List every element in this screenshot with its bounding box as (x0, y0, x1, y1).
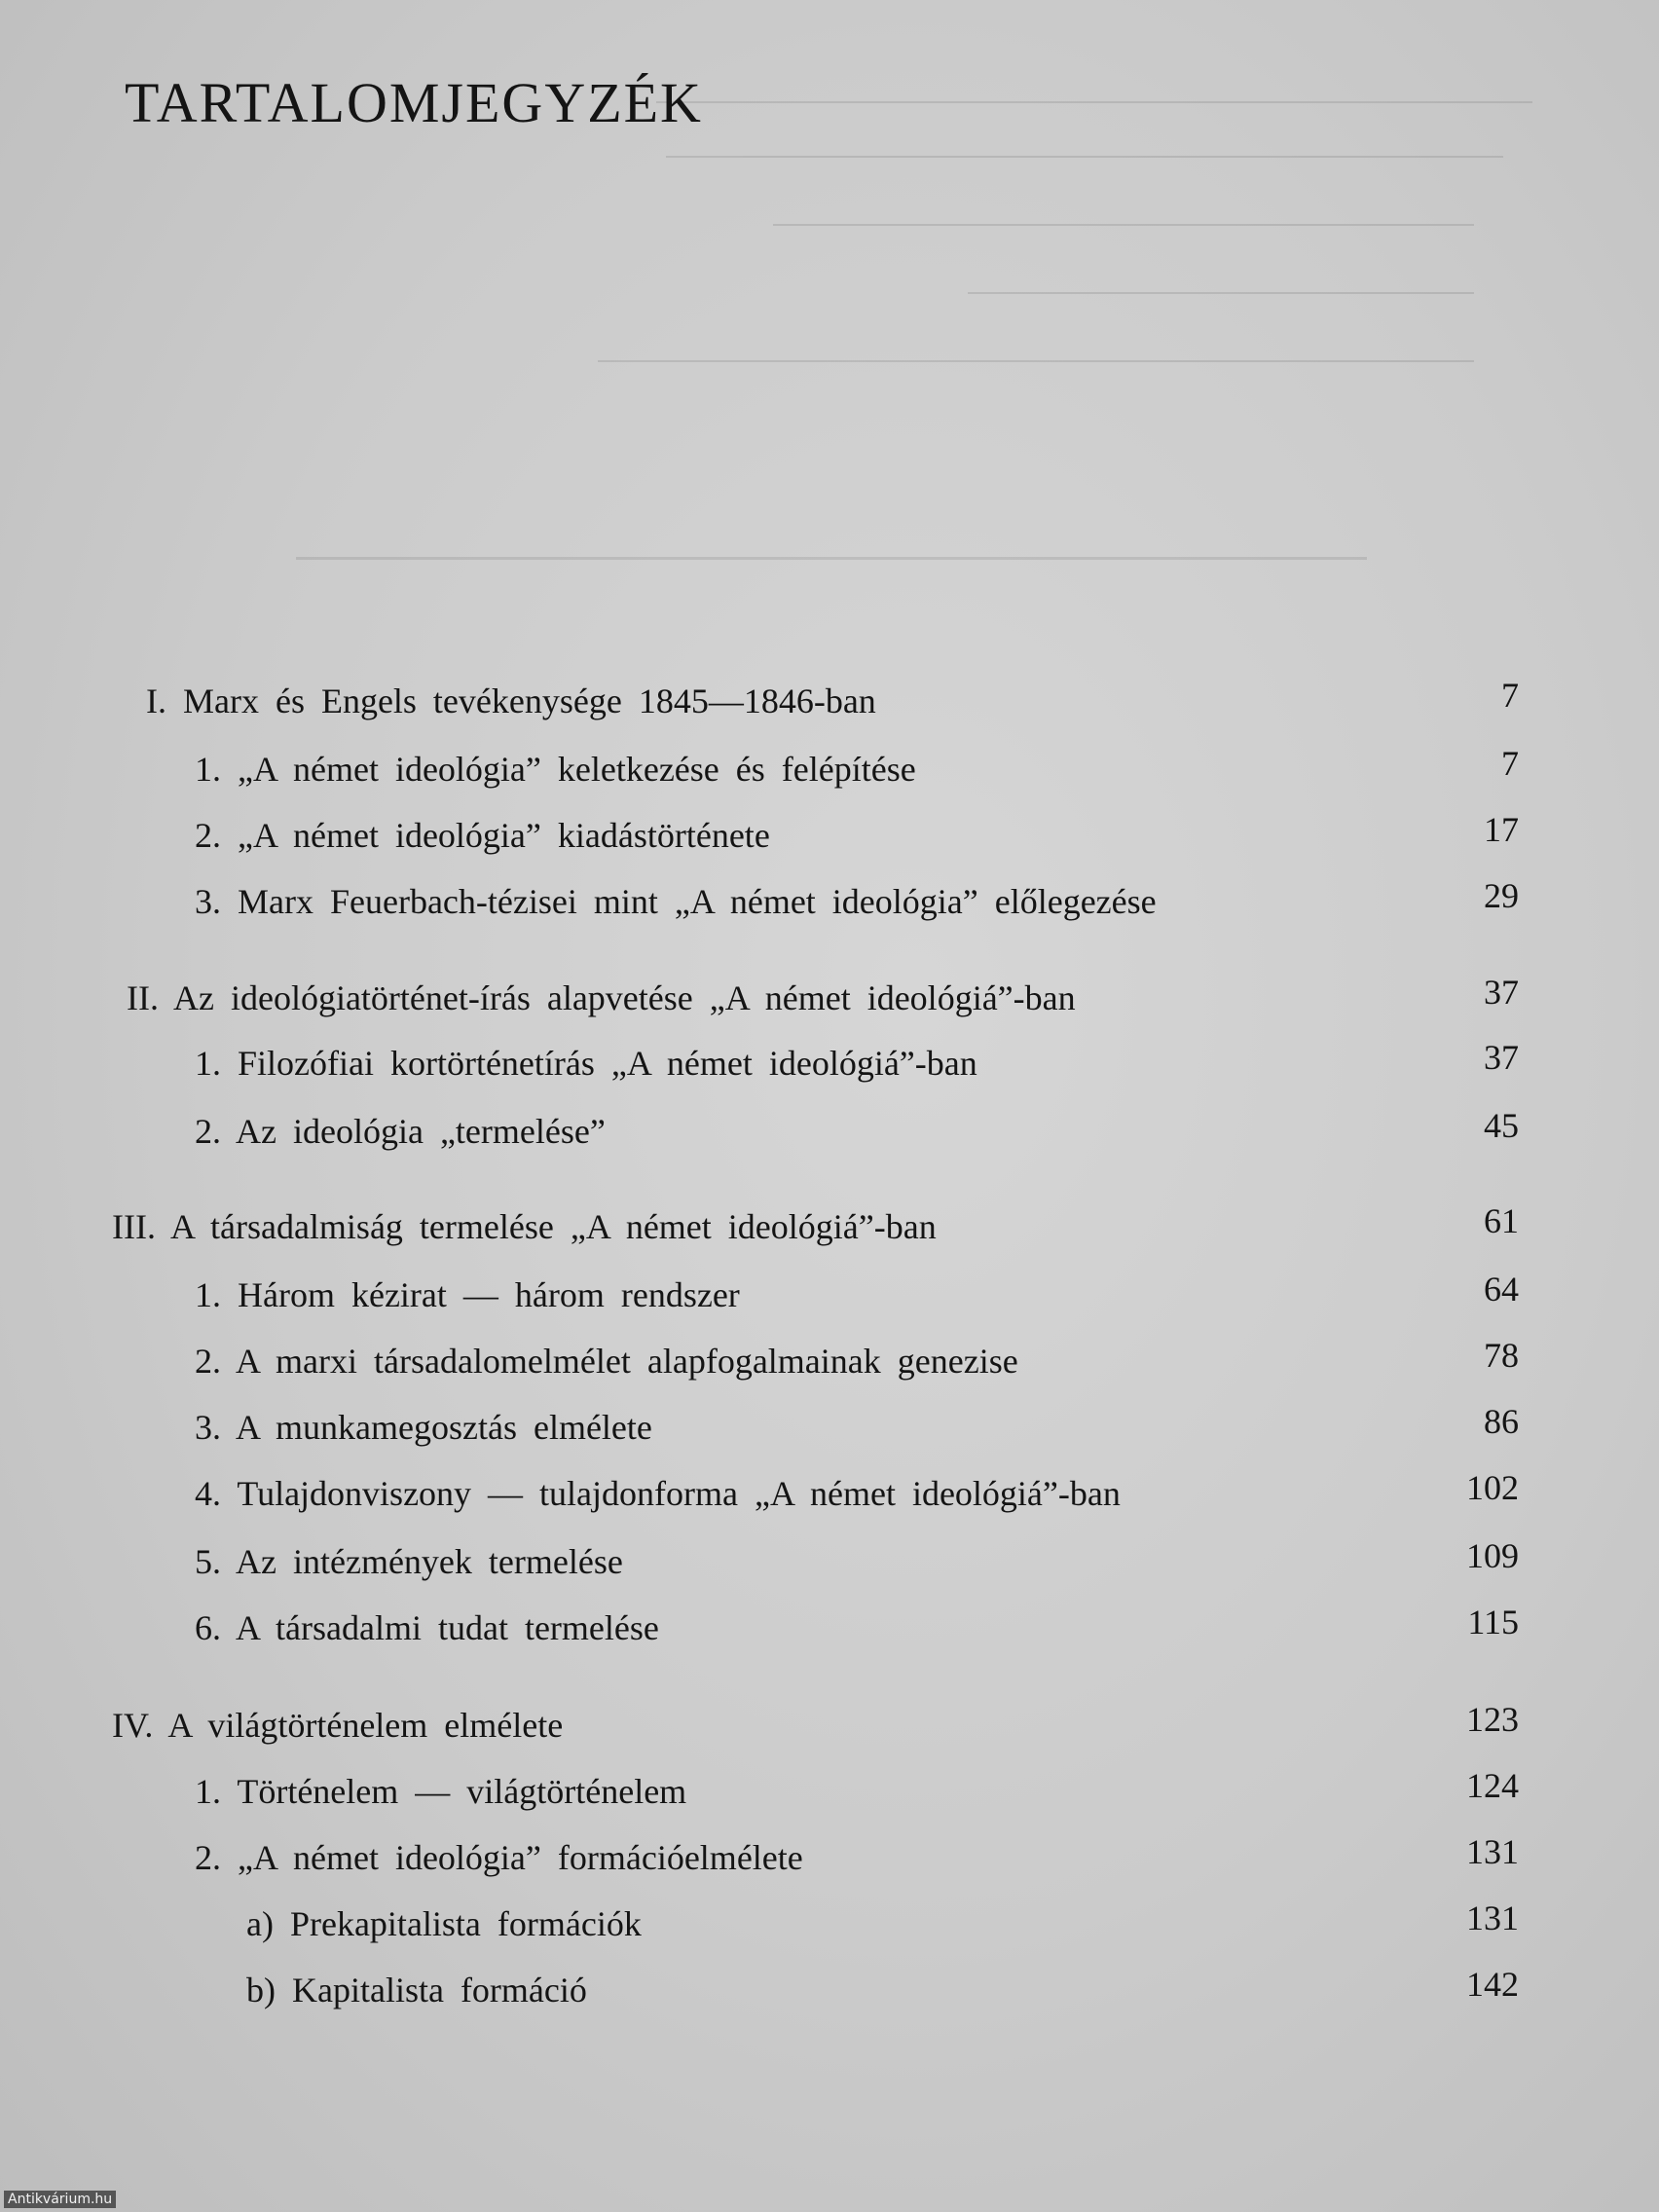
toc-section: 1. Történelem — világtörténelem (195, 1772, 687, 1811)
toc-page-number: 102 (1466, 1468, 1519, 1507)
toc-page-number: 37 (1484, 973, 1519, 1012)
toc-section: 2. A marxi társadalomelmélet alapfogalmainak genezise (195, 1342, 1018, 1381)
toc-page-number: 124 (1466, 1766, 1519, 1805)
toc-section: 5. Az intézmények termelése (195, 1542, 623, 1581)
toc-page-number: 123 (1466, 1700, 1519, 1739)
toc-page-number: 29 (1484, 876, 1519, 915)
toc-page-number: 45 (1484, 1106, 1519, 1145)
toc-section: 1. Filozófiai kortörténetírás „A német ideológiá”-ban (195, 1044, 977, 1083)
toc-subsection: a) Prekapitalista formációk (246, 1904, 642, 1943)
toc-section: 3. Marx Feuerbach-tézisei mint „A német ideológia” előlegezése (195, 882, 1157, 921)
toc-page-number: 109 (1466, 1536, 1519, 1575)
toc-subsection: b) Kapitalista formáció (246, 1971, 587, 2009)
toc-section: 1. „A német ideológia” keletkezése és felépítése (195, 750, 916, 789)
toc-section: 2. Az ideológia „termelése” (195, 1112, 606, 1151)
toc-page-number: 17 (1484, 810, 1519, 849)
page-title: TARTALOMJEGYZÉK (125, 71, 703, 134)
toc-section: 2. „A német ideológia” kiadástörténete (195, 816, 770, 855)
toc-page-number: 78 (1484, 1336, 1519, 1375)
watermark: Antikvárium.hu (4, 2191, 116, 2208)
toc-page-number: 115 (1467, 1603, 1519, 1641)
toc-section: 1. Három kézirat — három rendszer (195, 1275, 740, 1314)
toc-chapter-2: II. Az ideológiatörténet-írás alapvetése „A német ideológiá”-ban (127, 978, 1076, 1017)
toc-page-number: 131 (1466, 1899, 1519, 1937)
toc-page-number: 37 (1484, 1038, 1519, 1077)
toc-section: 2. „A német ideológia” formációelmélete (195, 1838, 803, 1877)
toc-page-number: 142 (1466, 1965, 1519, 2004)
toc-section: 4. Tulajdonviszony — tulajdonforma „A német ideológiá”-ban (195, 1474, 1121, 1513)
toc-chapter-4: IV. A világtörténelem elmélete (112, 1706, 564, 1745)
toc-page-number: 86 (1484, 1402, 1519, 1441)
toc-section: 6. A társadalmi tudat termelése (195, 1608, 659, 1647)
toc-page-number: 7 (1501, 744, 1519, 783)
toc-page-number: 131 (1466, 1832, 1519, 1871)
toc-section: 3. A munkamegosztás elmélete (195, 1408, 652, 1447)
toc-page-number: 64 (1484, 1270, 1519, 1309)
toc-page-number: 7 (1501, 676, 1519, 715)
toc-page-number: 61 (1484, 1201, 1519, 1240)
toc-chapter-3: III. A társadalmiság termelése „A német ideológiá”-ban (112, 1207, 937, 1246)
toc-chapter-1: I. Marx és Engels tevékenysége 1845—1846-ban (146, 682, 876, 720)
